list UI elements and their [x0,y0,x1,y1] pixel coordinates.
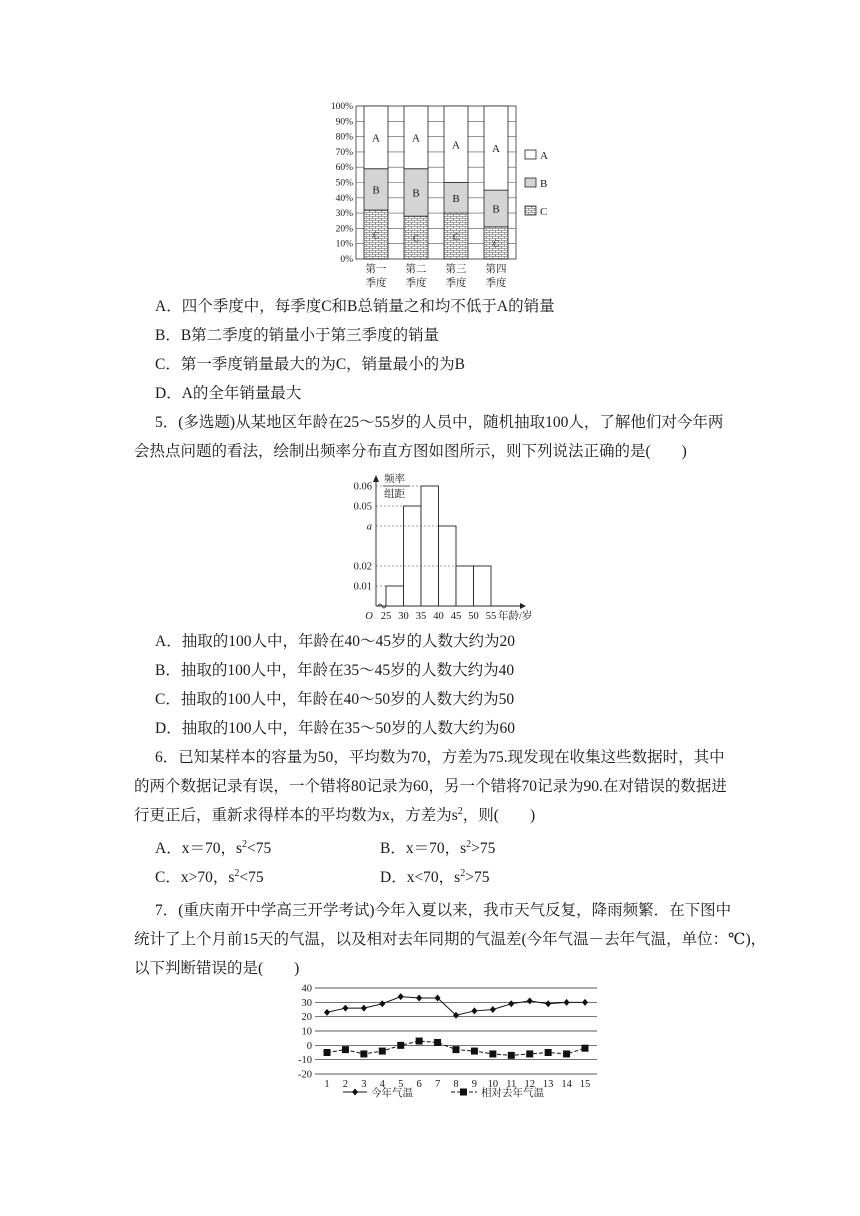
x-tick-label: 15 [579,1079,591,1090]
y-tick-label: a [366,521,372,533]
x-tick-label: 50 [468,611,479,622]
x-tick-label: 季度 [445,278,467,289]
bar-label-A: A [452,139,460,152]
q6-option-c [155,868,264,888]
x-tick-label: 季度 [485,278,507,289]
data-point-relative [526,1050,533,1057]
histogram-bar [474,566,492,606]
data-point-this-year [324,1009,330,1016]
q5-option-d: D．抽取的100人中，年龄在35～50岁的人数大约为60 [155,720,515,737]
data-point-this-year [545,1000,551,1007]
x-tick-label: 35 [415,611,427,622]
data-point-relative [489,1050,496,1057]
y-tick-label: 10% [335,239,353,250]
data-point-this-year [471,1007,477,1014]
superscript: 2 [466,839,472,850]
legend-swatch-A [525,150,536,159]
q6-option-b [380,839,495,859]
q6-option-c-text: C．x>70，s [155,869,235,886]
data-point-relative [397,1042,404,1049]
q6-stem-line2: 的两个数据记录有误，一个错将80记录为60，另一个错将70记录为90.在对错误的数据进 [134,778,727,795]
bar-label-A: A [492,143,500,156]
q6-stem-line1: 6．已知某样本的容量为50，平均数为70，方差为75.现发现在收集这些数据时，其中 [155,749,725,766]
x-tick-label: 第一 [365,264,387,275]
y-tick-label: 80% [335,132,353,143]
x-tick-label: 7 [434,1079,441,1090]
x-tick-label: 4 [379,1079,385,1090]
q4-option-a: A．四个季度中，每季度C和B总销量之和均不低于A的销量 [155,298,555,315]
x-tick-label: 5 [398,1079,404,1090]
legend-swatch-C [525,206,536,215]
y-tick-label: 30% [335,209,353,220]
histogram-bar [456,566,474,606]
legend-label: 相对去年气温 [481,1088,544,1099]
y-tick-label: 20% [335,224,353,235]
data-point-relative [453,1046,460,1053]
data-point-relative [379,1048,386,1055]
data-point-this-year [416,995,422,1002]
histogram-bar [386,586,404,606]
x-tick-label: 2 [342,1079,349,1090]
superscript: 2 [241,839,247,850]
x-tick-label: 10 [487,1079,499,1090]
q6-option-c-tail: <75 [239,869,264,886]
y-tick-label: 10 [301,1026,312,1038]
legend-label-A: A [540,150,548,162]
x-tick-label: 8 [453,1079,459,1090]
q6-option-a-tail: <75 [246,840,272,857]
bar-label-C: C [372,230,380,241]
data-point-relative [416,1038,423,1045]
data-point-relative [360,1050,367,1057]
x-tick-label: 11 [506,1079,517,1090]
histogram-bar [404,506,422,606]
x-tick-label: 30 [398,611,409,622]
q4-option-c: C．第一季度销量最大的为C，销量最小的为B [155,356,466,373]
y-tick-label: 90% [335,117,353,128]
data-point-relative [545,1049,552,1056]
q6-option-b-text: B．x＝70，s [380,840,467,857]
legend-label: 今年气温 [371,1088,413,1099]
data-point-this-year [361,1005,367,1012]
x-tick-label: 55 [485,611,497,622]
y-tick-label: 0.01 [353,581,372,593]
q6-option-a [155,839,271,859]
bar-label-C: C [452,232,460,243]
bar-label-B: B [452,192,460,205]
y-tick-label: -10 [298,1055,312,1067]
superscript: 2 [234,868,240,879]
x-tick-label: 45 [450,611,462,622]
origin-label: O [365,611,373,622]
q4-option-b: B．B第二季度的销量小于第三季度的销量 [155,327,440,344]
q5-option-a: A．抽取的100人中，年龄在40～45岁的人数大约为20 [155,633,515,650]
data-point-this-year [398,993,404,1000]
q5-option-c: C．抽取的100人中，年龄在40～50岁的人数大约为50 [155,691,515,708]
bar-label-A: A [412,132,420,145]
bar-label-B: B [412,187,420,200]
y-axis-label: 组距 [384,489,405,500]
y-tick-label: 0.02 [353,561,372,573]
histogram-chart [340,470,540,628]
stacked-bar-chart [320,98,560,294]
x-tick-label: 第三 [445,264,467,275]
x-tick-label: 12 [524,1079,535,1090]
bar-label-C: C [412,233,420,244]
q6-option-d-tail: >75 [465,869,490,886]
y-tick-label: -20 [298,1069,312,1081]
bar-label-B: B [372,184,380,197]
legend-marker-this-year [352,1089,358,1096]
q6-stem-line3 [134,806,535,826]
q6-option-d [380,868,489,888]
legend-label-B: B [540,178,548,190]
x-axis-arrow [520,603,526,609]
legend-swatch-B [525,178,536,187]
y-tick-label: 0.06 [353,481,372,493]
bar-label-B: B [492,203,500,216]
x-tick-label: 40 [433,611,444,622]
x-axis-label: 年龄/岁 [498,611,533,622]
temperature-line-chart [285,982,605,1104]
y-tick-label: 20 [301,1012,312,1024]
x-tick-label: 14 [561,1079,572,1090]
q6-option-b-tail: >75 [471,840,496,857]
x-tick-label: 第四 [485,264,507,275]
q6-option-a-text: A．x＝70，s [155,840,242,857]
superscript: 2 [460,868,466,879]
histogram-bar [421,486,439,606]
data-point-relative [582,1045,589,1052]
bar-label-A: A [372,132,380,145]
q7-stem-line1: 7．(重庆南开中学高三开学考试)今年入夏以来，我市天气反复，降雨频繁．在下图中 [155,902,732,919]
q5-option-b: B．抽取的100人中，年龄在35～45岁的人数大约为40 [155,662,515,679]
y-tick-label: 40 [301,983,312,995]
x-tick-label: 1 [324,1079,330,1090]
y-tick-label: 0% [340,255,353,265]
data-point-this-year [379,1000,385,1007]
data-point-relative [324,1049,331,1056]
y-tick-label: 0.05 [353,501,372,513]
x-tick-label: 3 [361,1079,367,1090]
x-tick-label: 9 [471,1079,478,1090]
x-tick-label: 第二 [405,264,427,275]
x-tick-label: 13 [542,1079,554,1090]
y-axis-arrow [373,475,379,482]
y-tick-label: 70% [335,147,353,158]
data-point-this-year [527,997,533,1004]
legend-marker-relative [460,1089,467,1096]
data-point-relative [471,1048,478,1055]
data-point-relative [563,1050,570,1057]
y-tick-label: 30 [301,997,312,1009]
data-point-this-year [342,1005,348,1012]
q5-stem-line2: 会热点问题的看法，绘制出频率分布直方图如图所示，则下列说法正确的是( ) [134,443,687,460]
data-point-relative [342,1046,349,1053]
data-point-this-year [490,1006,496,1013]
x-tick-label: 季度 [405,278,427,289]
q7-stem-line2: 统计了上个月前15天的气温，以及相对去年同期的气温差(今年气温－去年气温，单位：℃)， [134,931,767,948]
data-point-relative [508,1052,515,1059]
q6-stem-line3-tail: ，则( ) [462,807,536,824]
y-tick-label: 60% [335,163,353,174]
x-tick-label: 季度 [365,278,387,289]
data-point-this-year [508,1000,514,1007]
x-tick-label: 6 [416,1079,422,1090]
data-point-relative [434,1039,441,1046]
y-tick-label: 50% [335,178,353,189]
x-tick-label: 25 [380,611,392,622]
q5-stem-line1: 5．(多选题)从某地区年龄在25～55岁的人员中，随机抽取100人，了解他们对今年两 [155,414,724,431]
q6-stem-line3-text: 行更正后，重新求得样本的平均数为x，方差为s [134,807,458,824]
y-tick-label: 0 [306,1040,312,1052]
q7-stem-line3: 以下判断错误的是( ) [134,960,300,977]
bar-label-C: C [492,238,500,249]
q4-option-d: D．A的全年销量最大 [155,385,302,402]
y-axis-label: 频率 [384,474,405,485]
y-tick-label: 40% [335,193,353,204]
superscript: 2 [457,806,463,817]
data-point-this-year [564,999,570,1006]
y-tick-label: 100% [330,102,353,112]
data-point-this-year [582,999,588,1006]
legend-label-C: C [540,206,548,218]
q6-option-d-text: D．x<70，s [380,869,461,886]
